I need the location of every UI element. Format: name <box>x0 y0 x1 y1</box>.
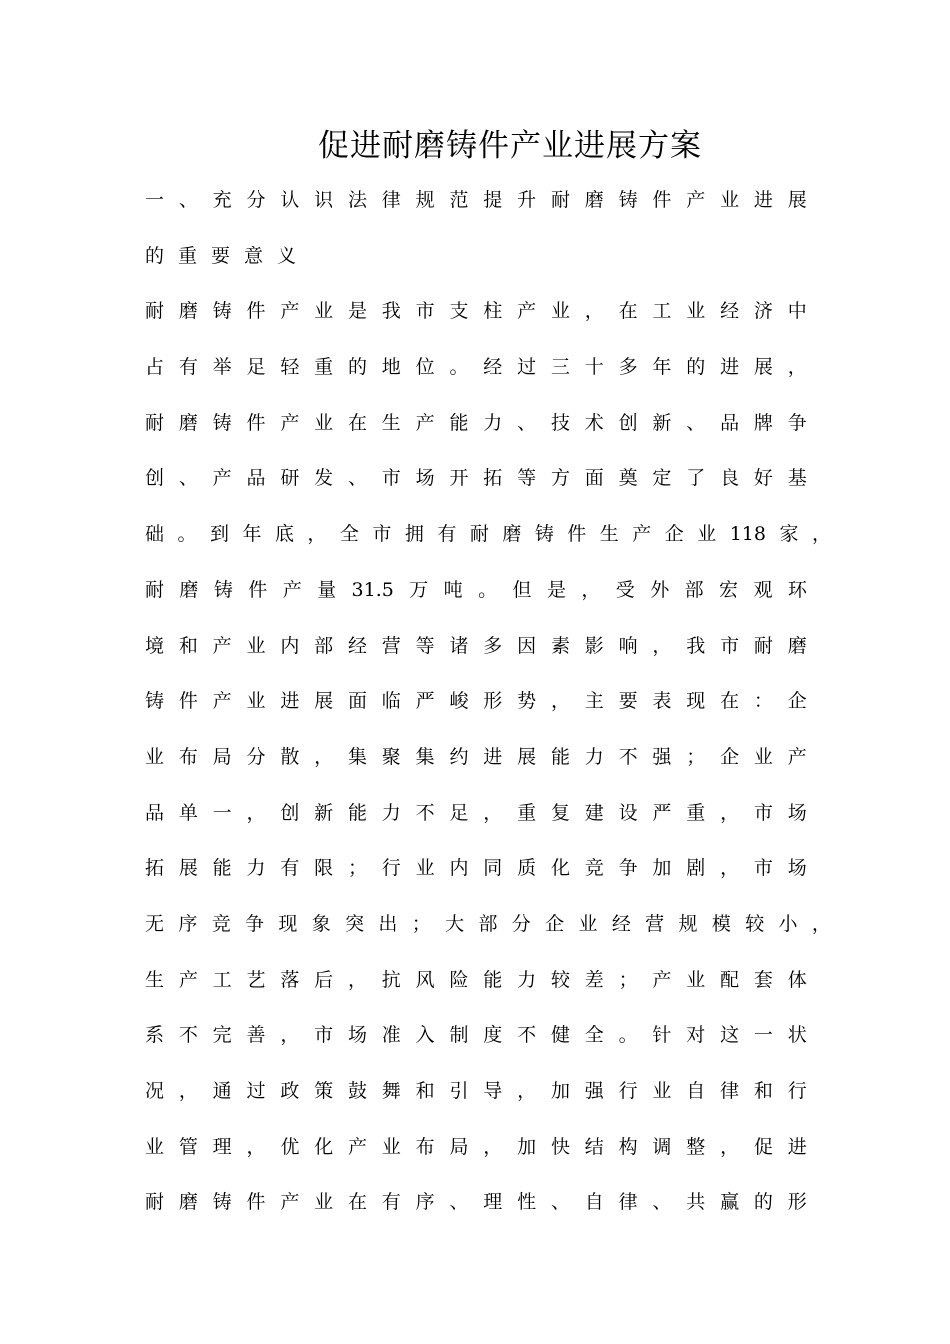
text-line: 一 、 充 分 认 识 法 律 规 范 提 升 耐 磨 铸 件 产 业 进 展 <box>145 189 807 211</box>
text-line: 耐 磨 铸 件 产 量 31.5 万 吨 。 但 是 ， 受 外 部 宏 观 环 <box>145 578 807 601</box>
document-body <box>145 177 845 1235</box>
text-line: 境 和 产 业 内 部 经 营 等 诸 多 因 素 影 响 ， 我 市 耐 磨 <box>145 634 807 657</box>
text-line: 业 管 理 ， 优 化 产 业 布 局 ， 加 快 结 构 调 整 ， 促 进 <box>145 1135 807 1158</box>
text-line: 拓 展 能 力 有 限 ； 行 业 内 同 质 化 竞 争 加 剧 ， 市 场 <box>145 857 807 880</box>
text-line: 的重要意义 <box>145 244 311 267</box>
text-line: 系 不 完 善 ， 市 场 准 入 制 度 不 健 全 。 针 对 这 一 状 <box>145 1024 807 1047</box>
text-line: 耐 磨 铸 件 产 业 是 我 市 支 柱 产 业 ， 在 工 业 经 济 中 <box>145 300 807 323</box>
text-line: 况 ， 通 过 政 策 鼓 舞 和 引 导 ， 加 强 行 业 自 律 和 行 <box>145 1080 807 1102</box>
text-line: 础 。 到 年 底 ， 全 市 拥 有 耐 磨 铸 件 生 产 企 业 118 家 ， <box>145 523 831 546</box>
text-line: 占 有 举 足 轻 重 的 地 位 。 经 过 三 十 多 年 的 进 展 ， <box>145 356 807 379</box>
text-line: 业 布 局 分 散 ， 集 聚 集 约 进 展 能 力 不 强 ； 企 业 产 <box>145 745 807 768</box>
text-line: 铸 件 产 业 进 展 面 临 严 峻 形 势 ， 主 要 表 现 在 ： 企 <box>145 690 807 713</box>
text-line: 耐 磨 铸 件 产 业 在 生 产 能 力 、 技 术 创 新 、 品 牌 争 <box>145 411 807 434</box>
text-line: 创 、 产 品 研 发 、 市 场 开 拓 等 方 面 奠 定 了 良 好 基 <box>145 467 807 490</box>
text-line: 品 单 一 ， 创 新 能 力 不 足 ， 重 复 建 设 严 重 ， 市 场 <box>145 801 807 824</box>
document-title: 促进耐磨铸件产业进展方案 <box>318 128 702 164</box>
text-line: 耐 磨 铸 件 产 业 在 有 序 、 理 性 、 自 律 、 共 赢 的 形 <box>145 1191 807 1214</box>
text-line: 生 产 工 艺 落 后 ， 抗 风 险 能 力 较 差 ； 产 业 配 套 体 <box>145 968 807 991</box>
text-line: 无 序 竞 争 现 象 突 出 ； 大 部 分 企 业 经 营 规 模 较 小 ， <box>145 912 831 935</box>
